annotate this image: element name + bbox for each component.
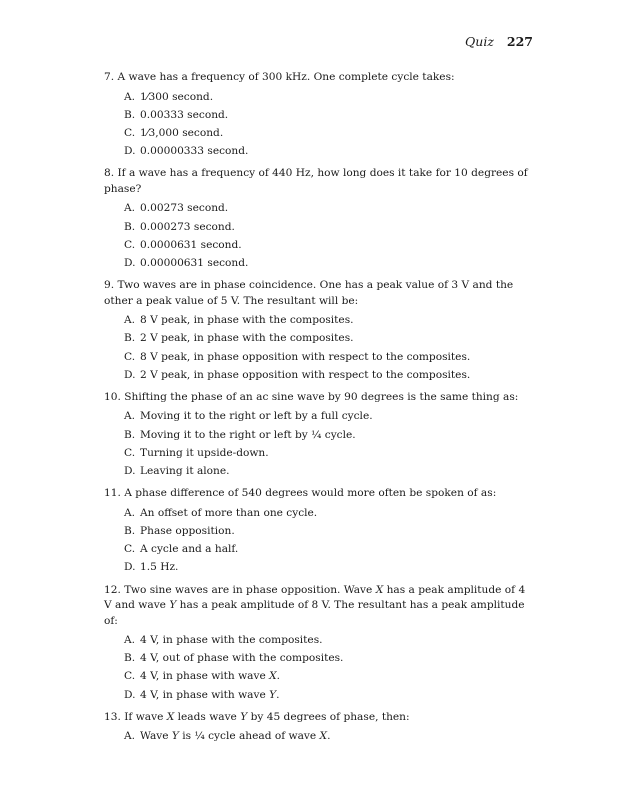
option-letter: D. [124, 561, 136, 574]
question-13 [104, 710, 534, 746]
option-letter: A. [124, 506, 136, 519]
answer-option [104, 540, 534, 558]
option-text: A cycle and a half. [140, 543, 239, 556]
answer-option [104, 124, 534, 142]
answer-option [104, 88, 534, 106]
answer-option [104, 426, 534, 444]
option-letter: C. [124, 350, 136, 363]
wave-y-label: Y [240, 710, 248, 723]
option-text: 0.000273 second. [140, 220, 235, 233]
answer-options [104, 199, 534, 272]
option-text: 8 V peak, in phase opposition with respect to the composites. [140, 350, 471, 363]
option-text: 1⁄300 second. [140, 90, 214, 103]
option-text: 0.00333 second. [140, 108, 229, 121]
question-12 [104, 583, 534, 704]
question-number: 7. [104, 71, 115, 83]
option-text: 0.00000631 second. [140, 256, 249, 269]
option-text-end: . [327, 730, 331, 743]
question-stem: If a wave has a frequency of 440 Hz, how long does it take for 10 degrees of phase? [104, 167, 528, 195]
option-letter: C. [124, 238, 136, 251]
question-text [104, 70, 534, 86]
answer-option [104, 504, 534, 522]
question-text [104, 486, 534, 502]
option-text: 0.00273 second. [140, 202, 229, 215]
option-letter: B. [124, 428, 136, 441]
question-stem-part: leads wave [174, 710, 241, 723]
question-text [104, 583, 534, 630]
question-text [104, 390, 534, 406]
option-letter: B. [124, 332, 136, 345]
option-letter: A. [124, 730, 136, 743]
answer-option [104, 348, 534, 366]
option-letter: B. [124, 652, 136, 665]
answer-options [104, 727, 534, 745]
wave-x-label: X [269, 670, 277, 683]
answer-option [104, 407, 534, 425]
question-11 [104, 486, 534, 576]
question-text [104, 166, 534, 197]
answer-option [104, 106, 534, 124]
option-letter: A. [124, 410, 136, 423]
option-text: 4 V, in phase with the composites. [140, 634, 323, 647]
answer-option [104, 686, 534, 704]
option-letter: B. [124, 524, 136, 537]
answer-option [104, 558, 534, 576]
answer-option [104, 142, 534, 160]
question-7 [104, 70, 534, 160]
option-text: Leaving it alone. [140, 465, 230, 478]
question-number: 12. [104, 583, 121, 596]
question-number: 11. [104, 487, 121, 500]
option-letter: A. [124, 202, 136, 215]
wave-y-label: Y [171, 730, 179, 743]
option-text: 2 V peak, in phase opposition with respect to the composites. [140, 368, 471, 381]
question-text [104, 710, 534, 726]
answer-options [104, 88, 534, 161]
answer-option [104, 329, 534, 347]
question-stem-part: by 45 degrees of phase, then: [247, 710, 410, 723]
question-stem: Shifting the phase of an ac sine wave by 90 degrees is the same thing as: [124, 390, 519, 403]
answer-options [104, 407, 534, 480]
answer-option [104, 727, 534, 745]
option-letter: B. [124, 108, 136, 121]
question-text [104, 278, 534, 309]
answer-option [104, 254, 534, 272]
option-letter: D. [124, 368, 136, 381]
question-stem-part: has a peak amplitude of 4 V and wave [104, 583, 526, 612]
question-9 [104, 278, 534, 384]
option-text: 4 V, in phase with wave [140, 688, 270, 701]
question-stem-part: has a peak amplitude of 8 V. The resultant has a peak amplitude of: [104, 599, 525, 627]
option-letter: D. [124, 465, 136, 478]
option-text: Moving it to the right or left by a full cycle. [140, 410, 373, 423]
option-letter: A. [124, 314, 136, 327]
answer-option [104, 462, 534, 480]
option-text-end: . [276, 670, 281, 683]
option-text: Wave [140, 730, 172, 743]
option-text: is ¼ cycle ahead of wave [178, 730, 320, 743]
wave-x-label: X [375, 583, 384, 596]
question-8 [104, 166, 534, 272]
question-number: 8. [104, 167, 115, 180]
question-stem: Two waves are in phase coincidence. One has a peak value of 3 V and the other a peak value of 5 V. The resultant will be: [104, 279, 514, 307]
answer-option [104, 522, 534, 540]
option-text-end: . [276, 688, 280, 701]
answer-options [104, 504, 534, 577]
answer-option [104, 631, 534, 649]
page-number: 227 [506, 34, 533, 49]
option-letter: D. [124, 145, 136, 158]
option-letter: C. [124, 670, 136, 683]
answer-option [104, 444, 534, 462]
answer-option [104, 311, 534, 329]
option-text: 8 V peak, in phase with the composites. [140, 314, 354, 327]
wave-x-label: X [166, 710, 175, 723]
question-number: 13. [104, 710, 121, 723]
question-stem: A phase difference of 540 degrees would more often be spoken of as: [124, 487, 497, 500]
option-text: An offset of more than one cycle. [140, 506, 318, 519]
option-text: 1.5 Hz. [140, 561, 179, 574]
answer-options [104, 631, 534, 704]
option-text: Turning it upside-down. [140, 446, 269, 459]
option-letter: A. [124, 634, 136, 647]
question-10 [104, 390, 534, 480]
answer-option [104, 667, 534, 685]
answer-options [104, 311, 534, 384]
option-text: 1⁄3,000 second. [140, 126, 224, 139]
option-letter: D. [124, 688, 136, 701]
question-number: 9. [104, 279, 115, 292]
wave-y-label: Y [269, 688, 277, 701]
answer-option [104, 218, 534, 236]
question-stem-part: Two sine waves are in phase opposition. Wave [124, 583, 376, 596]
option-text: 0.00000333 second. [140, 145, 249, 158]
option-text: Moving it to the right or left by ¼ cycle. [140, 428, 356, 441]
option-text: 2 V peak, in phase with the composites. [140, 332, 354, 345]
option-letter: C. [124, 126, 136, 139]
answer-option [104, 199, 534, 217]
question-stem: A wave has a frequency of 300 kHz. One complete cycle takes: [117, 71, 455, 83]
option-text: 0.0000631 second. [140, 238, 242, 251]
answer-option [104, 236, 534, 254]
option-letter: C. [124, 446, 136, 459]
wave-y-label: Y [169, 599, 177, 612]
option-text: 4 V, in phase with wave [140, 670, 270, 683]
option-letter: D. [124, 256, 136, 269]
wave-x-label: X [319, 730, 328, 743]
page-header [465, 34, 533, 49]
section-title: Quiz [465, 34, 494, 49]
option-letter: B. [124, 220, 136, 233]
question-stem-part: If wave [124, 710, 167, 723]
option-text: Phase opposition. [140, 524, 235, 537]
answer-option [104, 649, 534, 667]
question-number: 10. [104, 390, 121, 403]
option-letter: C. [124, 543, 136, 556]
option-letter: A. [124, 90, 136, 103]
answer-option [104, 366, 534, 384]
option-text: 4 V, out of phase with the composites. [140, 652, 344, 665]
quiz-content [104, 70, 534, 752]
